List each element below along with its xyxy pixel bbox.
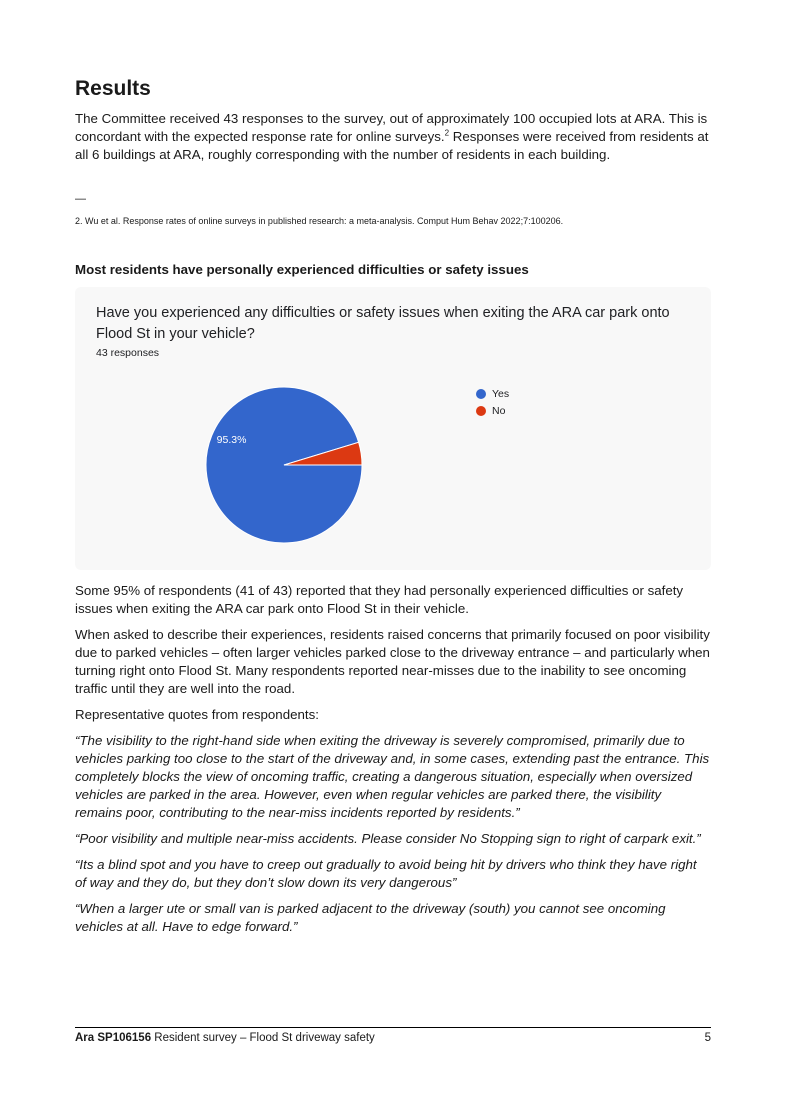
footer-doc-id: Ara SP106156 [75, 1032, 152, 1044]
page-number: 5 [704, 1032, 711, 1044]
section-heading: Results [75, 77, 151, 100]
legend-item-yes[interactable] [476, 385, 509, 402]
body-text [75, 582, 711, 944]
legend-dot-icon [476, 389, 486, 399]
paragraph-result: Some 95% of respondents (41 of 43) reported that they had personally experienced difficulties or safety issues when exiting the ARA car park onto Flood St in their vehicle. [75, 583, 684, 616]
chart-legend [476, 385, 509, 419]
survey-result-card [75, 287, 711, 570]
quote-4: “When a larger ute or small van is parked adjacent to the driveway (south) you cannot see oncoming vehicles at all. Have to edge forward.” [75, 901, 666, 934]
legend-item-no[interactable] [476, 402, 509, 419]
quote-1: “The visibility to the right-hand side when exiting the driveway is severely compromised, primarily due to vehicles parking too close to the start of the driveway and, in some cases, extending past the entrance. This completely blocks the view of oncoming traffic, creating a dangerous situation, especially when oversized vehicles are parked in the area. However, even when regular vehicles are parked there, the visibility remains poor, contributing to the near-miss incidents reported by residents.” [75, 733, 710, 820]
quote-2: “Poor visibility and multiple near-miss accidents. Please consider No Stopping sign to right of carpark exit.” [75, 831, 701, 846]
intro-text: The Committee received 43 responses to the survey, out of approximately 100 occupied lots at ARA. This is concordant with the expected response rate for online surveys. [75, 111, 708, 144]
footer-doc-title: Resident survey – Flood St driveway safety [151, 1032, 375, 1044]
footnote-ref[interactable]: 2 [444, 128, 450, 138]
paragraph-quotes-intro: Representative quotes from respondents: [75, 707, 319, 722]
footnote-text: 2. Wu et al. Response rates of online surveys in published research: a meta-analysis. Comput Hum Behav 2022;7:100206. [75, 216, 564, 226]
subheading: Most residents have personally experienced difficulties or safety issues [75, 262, 529, 277]
footer-rule [75, 1027, 711, 1028]
pie-data-label: 95.3% [216, 433, 247, 446]
legend-label: No [492, 404, 506, 417]
page-footer [75, 1031, 711, 1046]
intro-text-2: Responses were received from residents at all 6 buildings at ARA, roughly corresponding with the number of residents in each building. [75, 129, 709, 162]
pie-chart [75, 287, 711, 570]
legend-dot-icon [476, 406, 486, 416]
intro-paragraph [75, 110, 711, 164]
quote-3: “Its a blind spot and you have to creep out gradually to avoid being hit by drivers who think they have right of way and they do, but they don’t slow down its very dangerous” [75, 857, 697, 890]
question-title: Have you experienced any difficulties or safety issues when exiting the ARA car park onto Flood St in your vehicle? [96, 305, 670, 342]
legend-label: Yes [492, 387, 510, 400]
paragraph-experiences: When asked to describe their experiences, residents raised concerns that primarily focused on poor visibility due to parked vehicles – often larger vehicles parked close to the driveway entrance – and particularly when turning right onto Flood St. Many respondents reported near-misses due to the inability to see oncoming traffic until they are well into the road. [75, 627, 710, 696]
footnote-rule: — [75, 193, 86, 205]
response-count: 43 responses [96, 347, 160, 359]
